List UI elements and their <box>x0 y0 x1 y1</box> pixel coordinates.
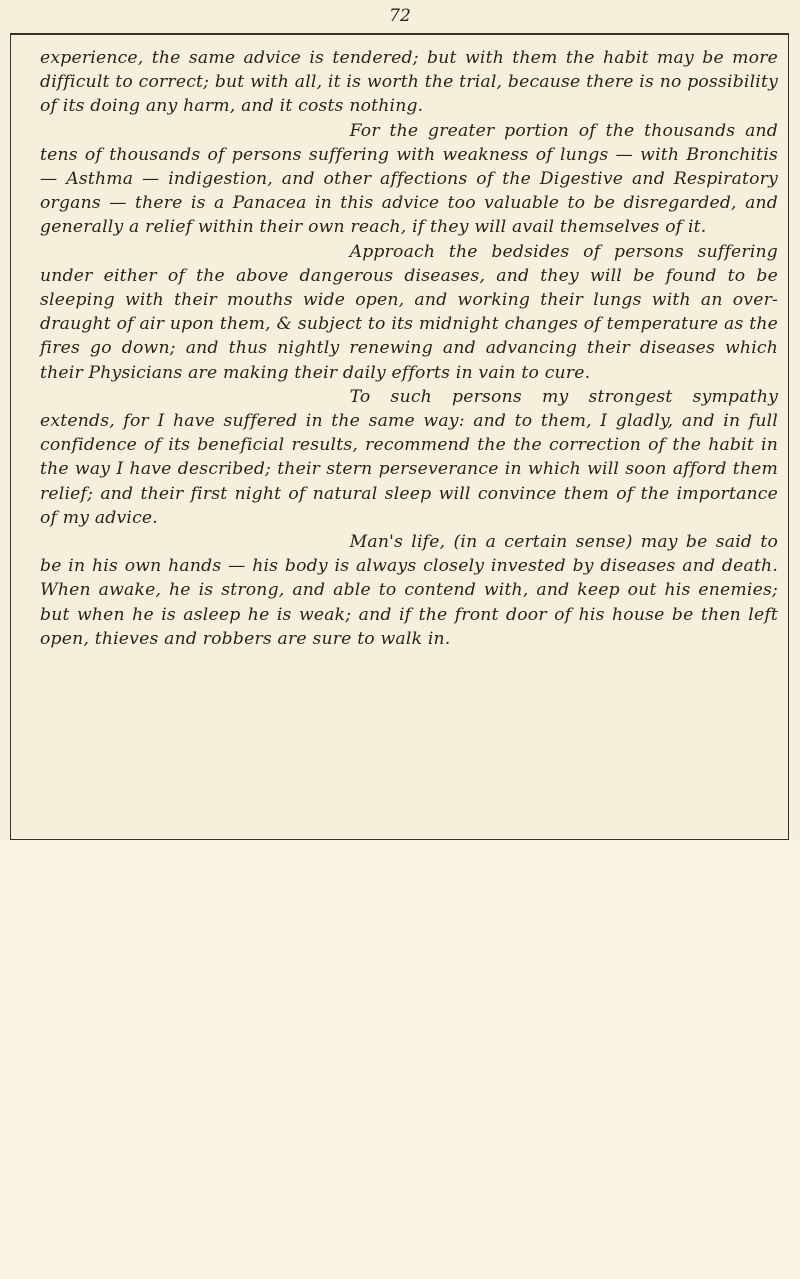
paragraph-5: Man's life, (in a certain sense) may be said to be in his own hands — his body is always closely invested by diseases and death. When awake, he is strong, and able to contend with, and keep out his enemies; but when he is asleep he is weak; and if the front door of his house be then left open, thieves and robbers are sure to walk in. <box>40 532 778 649</box>
paragraph-3: Approach the bedsides of persons suffering under either of the above dangerous diseases, and they will be found to be sleeping with their mouths wide open, and working their lungs with an over-draught of air upon them, & subject to its midnight changes of temperature as the fires go down; and thus nightly renewing and advancing their diseases which their Physicians are making their daily efforts in vain to cure. <box>40 241 778 383</box>
paragraph-1: experience, the same advice is tendered; but with them the habit may be more difficult to correct; but with all, it is worth the trial, because there is no possibility of its doing any harm, and it costs nothing. <box>40 48 778 117</box>
blank-lower-area <box>0 840 800 1279</box>
page-number: 72 <box>389 6 411 26</box>
handwritten-text-block <box>40 46 778 651</box>
paragraph-2: For the greater portion of the thousands and tens of thousands of persons suffering with weakness of lungs — with Bronchitis — Asthma — indigestion, and other affections of the Digestive and Respiratory organs — there is a Panacea in this advice too valuable to be disregarded, and generally a relief within their own reach, if they will avail themselves of it. <box>40 120 778 238</box>
paragraph-4: To such persons my strongest sympathy extends, for I have suffered in the same way: and to them, I gladly, and in full confidence of its beneficial results, recommend the the correction of the habit in the way I have described; their stern perseverance in which will soon afford them relief; and their first night of natural sleep will convince them of the importance of my advice. <box>40 386 778 528</box>
